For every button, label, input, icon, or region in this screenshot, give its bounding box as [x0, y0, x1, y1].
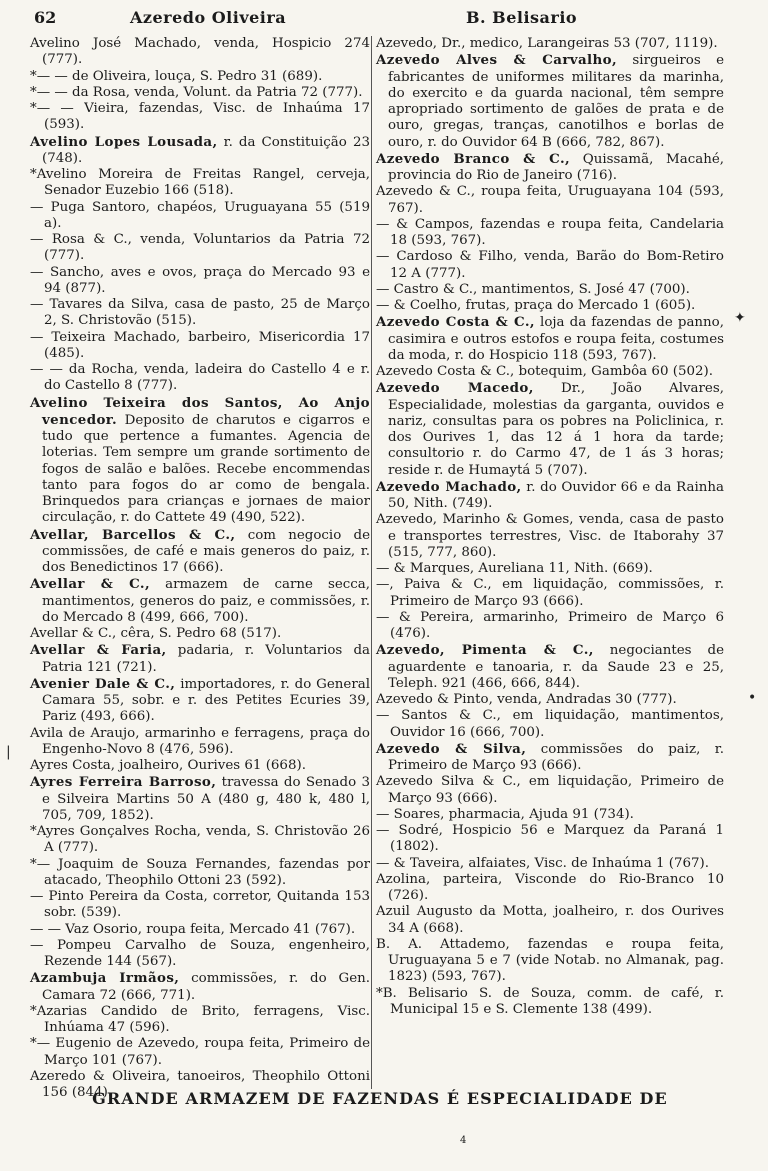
entry-prefix: *— — — [30, 68, 72, 84]
entry-text: com negocio de commissões, de café e mais generos do paiz, r. dos Benedictinos 17 (666). — [42, 527, 370, 575]
entry-text: Rosa & C., venda, Voluntarios da Patria 72 (777). — [44, 232, 370, 264]
directory-entry — [376, 479, 724, 513]
directory-entry — [376, 561, 724, 577]
margin-mark-right-2: • — [748, 690, 757, 706]
directory-entry — [30, 889, 370, 922]
entry-name-bold: Azevedo & Silva, — [376, 740, 527, 757]
entry-prefix: — — [30, 889, 49, 904]
entry-prefix: — — [376, 806, 394, 822]
directory-entry — [30, 101, 370, 134]
entry-text: Vaz Osorio, roupa feita, Mercado 41 (767). — [65, 921, 356, 937]
entry-prefix: — — [376, 216, 397, 232]
entry-text: Teixeira Machado, barbeiro, Misericordia 17 (485). — [44, 329, 370, 361]
entry-prefix: — — [376, 561, 394, 576]
entry-text: Azevedo & C., roupa feita, Uruguayana 104 (593, 767). — [376, 184, 724, 216]
directory-entry — [30, 200, 370, 233]
entry-text: & Pereira, armarinho, Primeiro de Março 6 (476). — [390, 609, 724, 641]
entry-text: Pinto Pereira da Costa, corretor, Quitanda 153 sobr. (539). — [44, 889, 370, 921]
directory-entry — [376, 577, 724, 610]
entry-text: padaria, r. Voluntarios da Patria 121 (721). — [42, 643, 370, 675]
entry-name-bold: Avelino Teixeira dos Santos, Ao Anjo vencedor. — [30, 394, 370, 428]
entry-prefix: — — [376, 855, 394, 871]
entry-text: & Coelho, frutas, praça do Mercado 1 (605). — [393, 298, 696, 313]
directory-entry — [376, 217, 724, 250]
entry-prefix: * — [30, 1003, 37, 1019]
directory-entry — [30, 576, 370, 626]
entry-prefix: — — [30, 297, 50, 312]
directory-entry — [376, 807, 724, 823]
entry-text: da Rocha, venda, ladeira do Castello 4 e r. do Castello 8 (777). — [44, 362, 370, 394]
directory-entry — [30, 167, 370, 200]
entry-prefix: — — [376, 708, 402, 724]
entry-prefix: * — [30, 167, 37, 182]
entry-text: Quissamã, Macahé, provincia do Rio de Janeiro (716). — [388, 151, 724, 183]
entry-text: Azevedo, Dr., medico, Larangeiras 53 (707, 1119). — [376, 36, 718, 51]
entry-prefix: — — [376, 298, 394, 313]
directory-entry — [376, 904, 724, 937]
entry-name-bold: Avelino Lopes Lousada, — [30, 133, 218, 150]
directory-entry — [30, 36, 370, 69]
directory-entry — [30, 232, 370, 265]
entry-text: Cardoso & Filho, venda, Barão do Bom-Retiro 12 A (777). — [390, 249, 724, 281]
directory-entry — [376, 184, 724, 217]
entry-text: da Rosa, venda, Volunt. da Patria 72 (777). — [72, 84, 363, 100]
entry-text: travessa do Senado 3 e Silveira Martins 50 A (480 g, 480 k, 480 l, 705, 709, 1852). — [42, 775, 370, 823]
entry-name-bold: Azevedo Costa & C., — [376, 314, 535, 331]
right-running-head: B. Belisario — [466, 8, 578, 27]
directory-entry — [30, 857, 370, 890]
directory-entry — [376, 380, 724, 479]
directory-entry — [30, 758, 370, 774]
entry-prefix: * — [376, 985, 383, 1001]
left-column — [30, 36, 370, 1101]
entry-text: sirgueiros e fabricantes de uniformes militares da marinha, do exercito e da guarda nacional, têm sempre apropriado sortimento de galões de prata e de ouro, gregas, tranças, canotilhos e borlas de ouro, r. do Ouvidor 64 B (666, 782, 867). — [388, 53, 724, 150]
entry-name-bold: Avellar & C., — [30, 576, 151, 593]
entry-text: commissões do paiz, r. Primeiro de Março 93 (666). — [388, 741, 724, 773]
entry-text: Ayres Gonçalves Rocha, venda, S. Christovão 26 A (777). — [36, 824, 370, 856]
directory-entry — [30, 676, 370, 726]
entry-prefix: — — [30, 264, 50, 280]
margin-mark-left: | — [6, 744, 11, 760]
entry-text: Paiva & C., em liquidação, commissões, r. Primeiro de Março 93 (666). — [390, 577, 724, 609]
directory-entry — [376, 610, 724, 643]
directory-entry — [30, 297, 370, 330]
entry-text: Deposito de charutos e cigarros e tudo que pertence a fumantes. Agencia de loterias. Tem sempre um grande sortimento de fogos de salão e balões. Recebe encommendas tanto para fogos do ar como de bengala. Brinquedos para crianças e jornaes de maior circulação, r. do Cattete 49 (490, 522). — [42, 412, 370, 526]
directory-entry — [30, 938, 370, 971]
directory-entry — [376, 249, 724, 282]
entry-name-bold: Azevedo, Pimenta & C., — [376, 642, 594, 659]
entry-prefix: — — [376, 249, 397, 265]
right-column — [376, 36, 724, 1018]
entry-prefix: — — [376, 281, 394, 297]
directory-entry — [30, 330, 370, 363]
entry-name-bold: Azambuja Irmãos, — [30, 970, 180, 987]
entry-text: Avelino José Machado, venda, Hospicio 274 (777). — [30, 36, 370, 68]
entry-prefix: *— — — [30, 101, 85, 116]
entry-text: Azarias Candido de Brito, ferragens, Visc. Inhúama 47 (596). — [36, 1003, 370, 1035]
entry-name-bold: Avenier Dale & C., — [30, 675, 176, 692]
footer-advertisement: GRANDE ARMAZEM DE FAZENDAS É ESPECIALIDADE DE — [92, 1089, 668, 1108]
entry-text: armazem de carne secca, mantimentos, generos do paiz, e commissões, r. do Mercado 8 (499, 666, 700). — [42, 577, 370, 625]
directory-entry — [30, 265, 370, 298]
entry-text: commissões, r. do Gen. Camara 72 (666, 771). — [42, 971, 370, 1003]
entry-text: Puga Santoro, chapéos, Uruguayana 55 (519 a). — [44, 199, 370, 231]
entry-text: Azolina, parteira, Visconde do Rio-Branco 10 (726). — [376, 871, 724, 903]
entry-prefix: — — [30, 232, 52, 247]
directory-entry — [30, 527, 370, 577]
directory-entry — [30, 824, 370, 857]
signature-mark: 4 — [460, 1135, 467, 1146]
entry-prefix: — — — [30, 362, 69, 377]
entry-text: Azevedo, Marinho & Gomes, venda, casa de pasto e transportes terrestres, Visc. de Itaborahy 37 (515, 777, 860). — [376, 512, 724, 560]
directory-entry — [30, 642, 370, 676]
entry-text: Azevedo Silva & C., em liquidação, Primeiro de Março 93 (666). — [376, 774, 724, 806]
entry-prefix: *— — — [30, 84, 72, 100]
directory-entry — [376, 774, 724, 807]
entry-prefix: — — [30, 937, 58, 953]
entry-text: r. da Constituição 23 (748). — [42, 134, 370, 166]
entry-text: & Campos, fazendas e roupa feita, Candelaria 18 (593, 767). — [390, 216, 724, 248]
entry-text: Pompeu Carvalho de Souza, engenheiro, Rezende 144 (567). — [44, 937, 370, 969]
directory-entry — [376, 298, 724, 314]
directory-entry — [30, 395, 370, 527]
entry-prefix: — — — [30, 921, 66, 937]
entry-prefix: — — [376, 823, 399, 838]
entry-text: Soares, pharmacia, Ajuda 91 (734). — [393, 806, 634, 822]
directory-entry — [30, 85, 370, 101]
directory-entry — [376, 512, 724, 561]
entry-prefix: — — [30, 199, 51, 215]
page-header — [0, 6, 768, 30]
entry-text: Tavares da Silva, casa de pasto, 25 de Março 2, S. Christovão (515). — [44, 297, 370, 329]
entry-text: Joaquim de Souza Fernandes, fazendas por atacado, Theophilo Ottoni 23 (592). — [44, 856, 371, 888]
entry-name-bold: Azevedo Macedo, — [376, 380, 534, 397]
directory-entry — [30, 69, 370, 85]
entry-name-bold: Avellar & Faria, — [30, 642, 167, 659]
entry-text: negociantes de aguardente e tanoaria, r. da Saude 23 e 25, Teleph. 921 (466, 666, 844). — [388, 643, 724, 691]
directory-entry — [376, 36, 724, 52]
column-divider — [371, 36, 372, 1089]
entry-text: importadores, r. do General Camara 55, sobr. e r. des Petites Ecuries 39, Pariz (493, 666). — [42, 676, 370, 725]
directory-entry — [376, 823, 724, 856]
directory-entry — [376, 937, 724, 986]
directory-entry — [376, 986, 724, 1019]
directory-entry — [376, 642, 724, 692]
entry-text: Avelino Moreira de Freitas Rangel, cerveja, Senador Euzebio 166 (518). — [36, 167, 370, 199]
directory-entry — [376, 872, 724, 905]
directory-entry — [376, 692, 724, 708]
entry-text: de Oliveira, louça, S. Pedro 31 (689). — [72, 68, 323, 84]
entry-text: Eugenio de Azevedo, roupa feita, Primeiro de Março 101 (767). — [44, 1036, 370, 1068]
directory-entry — [30, 922, 370, 938]
entry-text: loja da fazendas de panno, casimira e outros estofos e roupa feita, costumes da moda, r. do Hospicio 118 (593, 767). — [388, 315, 724, 363]
entry-text: Avellar & C., cêra, S. Pedro 68 (517). — [30, 626, 282, 641]
entry-text: Castro & C., mantimentos, S. José 47 (700). — [393, 281, 690, 297]
entry-text: B. A. Attademo, fazendas e roupa feita, Uruguayana 5 e 7 (vide Notab. no Almanak, pag. 1823) (593, 767). — [376, 936, 724, 985]
entry-text: Azevedo Costa & C., botequim, Gambôa 60 (502). — [376, 364, 713, 379]
entry-text: & Marques, Aureliana 11, Nith. (669). — [393, 561, 653, 576]
directory-entry — [30, 134, 370, 168]
entry-text: & Taveira, alfaiates, Visc. de Inhaúma 1 (767). — [393, 855, 710, 871]
entry-prefix: — — [376, 609, 399, 625]
directory-entry — [30, 726, 370, 759]
entry-text: Azeredo & Oliveira, tanoeiros, Theophilo Ottoni 156 (844). — [30, 1068, 370, 1100]
directory-entry — [30, 1004, 370, 1037]
entry-prefix: — — [30, 329, 52, 345]
entry-name-bold: Azevedo Alves & Carvalho, — [376, 52, 618, 69]
directory-entry — [376, 364, 724, 380]
entry-text: Dr., João Alvares, Especialidade, molestias da garganta, ouvidos e nariz, consultas para os pobres na Policlinica, r. dos Ourives 1, das 12 á 1 hora da tarde; consultorio r. do Carmo 47, de 1 ás 3 horas; reside r. de Humaytá 5 (707). — [388, 381, 724, 478]
directory-entry — [376, 282, 724, 298]
entry-text: B. Belisario S. de Souza, comm. de café, r. Municipal 15 e S. Clemente 138 (499). — [382, 985, 724, 1017]
entry-prefix: *— — [30, 1036, 56, 1052]
directory-entry — [30, 774, 370, 824]
entry-prefix: * — [30, 824, 37, 839]
entry-text: Santos & C., em liquidação, mantimentos, Ouvidor 16 (666, 700). — [390, 708, 724, 740]
margin-mark-right: ✦ — [734, 310, 746, 326]
entry-text: Sodré, Hospicio 56 e Marquez da Paraná 1 (1802). — [390, 823, 724, 855]
directory-entry — [30, 362, 370, 395]
entry-prefix: —, — [376, 577, 405, 593]
entry-text: r. do Ouvidor 66 e da Rainha 50, Nith. (749). — [388, 479, 724, 511]
directory-entry — [376, 151, 724, 185]
entry-text: Sancho, aves e ovos, praça do Mercado 93 e 94 (877). — [44, 264, 370, 296]
entry-name-bold: Ayres Ferreira Barroso, — [30, 774, 217, 791]
directory-entry — [376, 856, 724, 872]
directory-entry — [376, 741, 724, 775]
directory-entry — [376, 708, 724, 741]
entry-name-bold: Azevedo Branco & C., — [376, 150, 571, 167]
page-number: 62 — [34, 8, 57, 27]
entry-name-bold: Azevedo Machado, — [376, 478, 522, 495]
entry-text: Ayres Costa, joalheiro, Ourives 61 (668). — [30, 758, 306, 773]
directory-entry — [376, 314, 724, 364]
entry-text: Azuil Augusto da Motta, joalheiro, r. dos Ourives 34 A (668). — [376, 904, 724, 936]
entry-text: Azevedo & Pinto, venda, Andradas 30 (777). — [376, 692, 677, 707]
entry-text: Avila de Araujo, armarinho e ferragens, praça do Engenho-Novo 8 (476, 596). — [30, 725, 370, 757]
directory-entry — [30, 970, 370, 1004]
directory-entry — [30, 626, 370, 642]
entry-name-bold: Avellar, Barcellos & C., — [30, 526, 236, 543]
entry-prefix: *— — [30, 856, 59, 872]
left-running-head: Azeredo Oliveira — [130, 8, 287, 27]
entry-text: Vieira, fazendas, Visc. de Inhaúma 17 (593). — [44, 101, 370, 133]
directory-entry — [30, 1036, 370, 1069]
directory-entry — [376, 52, 724, 151]
